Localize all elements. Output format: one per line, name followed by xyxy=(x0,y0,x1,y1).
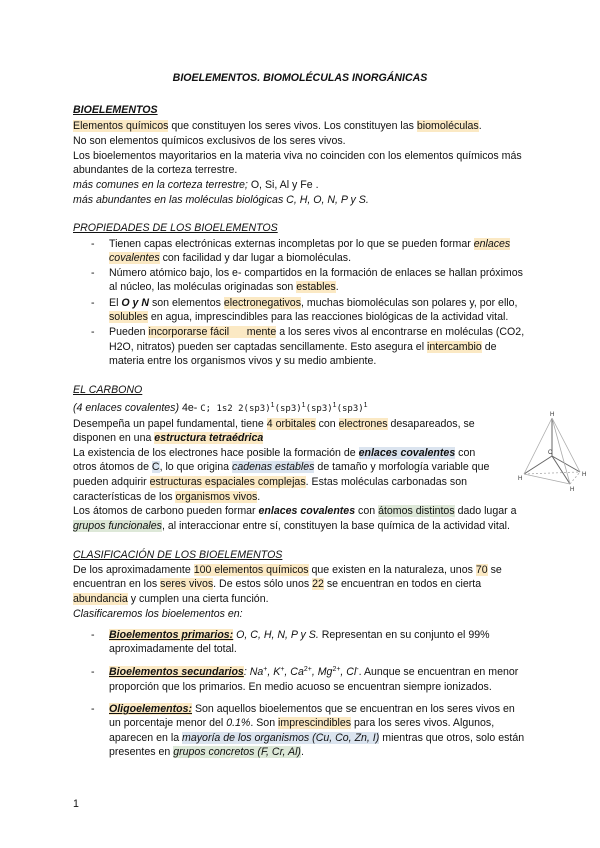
text: encuentran en los xyxy=(73,578,161,590)
superscript: 1 xyxy=(332,402,337,409)
paragraph-line xyxy=(73,520,510,533)
highlight-text: mayoría de los organismos xyxy=(182,732,310,744)
superscript: + xyxy=(263,666,268,673)
bullet-line xyxy=(109,341,497,354)
bullet-dash: - xyxy=(91,666,95,678)
page-title: BIOELEMENTOS. BIOMOLÉCULAS INORGÁNICAS xyxy=(172,72,428,84)
highlight-text: 100 elementos químicos xyxy=(193,564,309,576)
paragraph-line xyxy=(73,120,482,133)
carbon-label: C xyxy=(548,450,553,456)
highlight-text: biomoléculas xyxy=(416,120,479,132)
formula-line xyxy=(73,402,368,416)
edge-line xyxy=(524,474,570,484)
hydrogen-label: H xyxy=(518,476,523,482)
text: : Na xyxy=(243,666,264,678)
text: con xyxy=(315,418,339,430)
edge-line xyxy=(570,472,580,484)
highlight-text: Elementos químicos xyxy=(73,120,169,132)
text: H2O, nitratos) pueden ser captadas sencillamente. Esto asegura el xyxy=(109,341,427,353)
text: que constituyen los seres vivos. Los constituyen las xyxy=(168,120,417,132)
bond-line xyxy=(552,456,570,484)
text: C; 1s2 2(sp3) xyxy=(200,404,271,414)
section-heading-bioelementos: BIOELEMENTOS xyxy=(73,104,158,116)
section-heading-propiedades: PROPIEDADES DE LOS BIOELEMENTOS xyxy=(73,222,278,234)
text: en agua, imprescindibles para las reacciones biológicas de la actividad vital. xyxy=(147,311,509,323)
text: Desempeña un papel fundamental, tiene xyxy=(73,418,267,430)
text: disponen en una xyxy=(73,432,155,444)
text: más comunes en la corteza terrestre; xyxy=(73,179,248,191)
text: O, C, H, N, P y S. xyxy=(233,629,319,641)
highlight-text: incorporarse fácil mente xyxy=(148,326,277,338)
paragraph-line xyxy=(73,418,475,431)
text: con xyxy=(355,505,379,517)
highlight-text: 4 orbitales xyxy=(266,418,316,430)
highlight-text: enlaces covalentes xyxy=(358,447,456,459)
bullet-dash: - xyxy=(91,297,95,309)
text: . De estos sólo unos xyxy=(213,578,313,590)
bullet-line xyxy=(109,311,508,324)
bullet-line xyxy=(109,703,515,716)
tetrahedral-carbon-diagram xyxy=(512,408,592,492)
text: El xyxy=(109,297,122,309)
bullet-line: aproximadamente del total. xyxy=(109,643,237,655)
text: mientras que otros, solo están xyxy=(379,732,525,744)
highlight-text: Bioelementos secundarios xyxy=(109,666,244,678)
highlight-text: 70 xyxy=(475,564,488,576)
paragraph-line xyxy=(73,578,481,591)
text: para los seres vivos. Algunos, xyxy=(351,717,495,729)
superscript: + xyxy=(280,666,285,673)
text: a los seres vivos al encontrarse en moléculas (CO2, xyxy=(276,326,525,338)
text: . xyxy=(335,281,339,293)
text: , K xyxy=(267,666,281,678)
highlight-text: grupos funcionales xyxy=(73,520,162,532)
highlight-text: electronegativos xyxy=(223,297,301,309)
superscript: - xyxy=(356,666,359,673)
text: 4e- xyxy=(179,402,201,414)
superscript: 2+ xyxy=(332,666,341,673)
highlight-text: imprescindibles xyxy=(278,717,352,729)
text: De los aproximadamente xyxy=(73,564,194,576)
bullet-line xyxy=(109,666,518,679)
text: características de los xyxy=(73,491,176,503)
text: son elementos xyxy=(149,297,224,309)
text: y cumplen una cierta función. xyxy=(127,593,269,605)
text: 0.1% xyxy=(226,717,251,729)
paragraph-line xyxy=(73,432,263,445)
text: Representan en su conjunto el 99% xyxy=(318,629,490,641)
text: (sp3) xyxy=(274,404,302,414)
text: de xyxy=(481,341,497,353)
page-number: 1 xyxy=(73,798,79,810)
edge-line xyxy=(524,472,580,474)
text: O y N xyxy=(121,297,150,309)
paragraph-line: más abundantes en las moléculas biológicas C, H, O, N, P y S. xyxy=(73,194,369,206)
text: (4 enlaces covalentes) xyxy=(73,402,179,414)
text: O, Si, Al y Fe . xyxy=(247,179,319,191)
highlight-text: solubles xyxy=(109,311,148,323)
hydrogen-label: H xyxy=(570,487,575,492)
bullet-line xyxy=(109,252,351,265)
text: otros átomos de xyxy=(73,461,152,473)
text: (sp3) xyxy=(336,404,364,414)
text: se encuentran en todos en cierta xyxy=(323,578,482,590)
paragraph-line: abundantes de la corteza terrestre. xyxy=(73,164,238,176)
text: (sp3) xyxy=(305,404,333,414)
highlight-text: seres vivos xyxy=(160,578,214,590)
text: un porcentaje menor del xyxy=(109,717,227,729)
paragraph-line xyxy=(73,564,502,577)
text: , Cl xyxy=(340,666,357,678)
paragraph-line xyxy=(73,491,260,504)
edge-line xyxy=(524,418,552,474)
highlight-text: estructuras espaciales complejas xyxy=(149,476,306,488)
text: , Ca xyxy=(284,666,304,678)
text: con xyxy=(455,447,476,459)
text: Son aquellos bioelementos que se encuentran en los seres vivos en xyxy=(192,703,515,715)
text: , muchas biomoléculas son polares y, por ello, xyxy=(301,297,518,309)
highlight-text: Oligoelementos: xyxy=(109,703,192,715)
bullet-line xyxy=(109,326,524,339)
bullet-line xyxy=(109,746,304,759)
highlight-text: estructura tetraédrica xyxy=(154,432,264,444)
bullet-line: proporción que los primarios. En medio acuoso se encuentran siempre ionizados. xyxy=(109,681,492,693)
text: , al interaccionar entre sí, constituyen la base química de la actividad vital. xyxy=(161,520,510,532)
bullet-line xyxy=(109,717,494,730)
highlight-text: cadenas estables xyxy=(232,461,315,473)
paragraph-line: Clasificaremos los bioelementos en: xyxy=(73,608,243,620)
hydrogen-label: H xyxy=(582,472,587,478)
text: presentes en xyxy=(109,746,174,758)
superscript: 1 xyxy=(270,402,275,409)
text: al núcleo, las moléculas originadas son xyxy=(109,281,297,293)
text: Los átomos de carbono pueden formar xyxy=(73,505,259,517)
superscript: 2+ xyxy=(303,666,312,673)
highlight-text: organismos vivos xyxy=(175,491,258,503)
section-heading-clasificacion: CLASIFICACIÓN DE LOS BIOELEMENTOS xyxy=(73,549,283,561)
text: , Mg xyxy=(311,666,333,678)
text: , lo que origina xyxy=(159,461,233,473)
bullet-line xyxy=(109,238,510,251)
bullet-line xyxy=(109,281,339,294)
highlight-text: Bioelementos primarios: xyxy=(109,629,234,641)
text: pueden adquirir xyxy=(73,476,150,488)
text: . xyxy=(300,746,304,758)
text: . Son xyxy=(250,717,279,729)
paragraph-line: No son elementos químicos exclusivos de los seres vivos. xyxy=(73,135,346,147)
paragraph-line xyxy=(73,179,319,192)
edge-line xyxy=(552,418,570,484)
highlight-text: abundancia xyxy=(73,593,128,605)
bullet-dash: - xyxy=(91,267,95,279)
section-heading-carbono: EL CARBONO xyxy=(73,384,143,396)
highlight-text: electrones xyxy=(338,418,388,430)
text: La existencia de los electrones hace posible la formación de xyxy=(73,447,359,459)
highlight-text: átomos distintos xyxy=(378,505,455,517)
paragraph-line xyxy=(73,505,516,518)
text: dado lugar a xyxy=(454,505,517,517)
paragraph-line xyxy=(73,461,489,474)
text: Pueden xyxy=(109,326,149,338)
text: . Aunque se encuentran en menor xyxy=(358,666,519,678)
text: desapareados, se xyxy=(387,418,475,430)
bullet-line: Número atómico bajo, los e- compartidos en la formación de enlaces se hallan próximos xyxy=(109,267,523,279)
text: se xyxy=(487,564,502,576)
highlight-text: estables xyxy=(296,281,336,293)
paragraph-line xyxy=(73,447,475,460)
bullet-dash: - xyxy=(91,326,95,338)
bullet-line xyxy=(109,297,518,310)
paragraph-line: Los bioelementos mayoritarios en la materia viva no coinciden con los elementos químicos más xyxy=(73,150,522,162)
highlight-text: enlaces xyxy=(473,238,511,250)
text: enlaces covalentes xyxy=(258,505,356,517)
superscript: 1 xyxy=(301,402,306,409)
paragraph-line xyxy=(73,476,467,489)
text: Tienen capas electrónicas externas incompletas por lo que se pueden formar xyxy=(109,238,474,250)
paragraph-line xyxy=(73,593,269,606)
text: aparecen en la xyxy=(109,732,183,744)
text: . xyxy=(478,120,482,132)
bullet-dash: - xyxy=(91,629,95,641)
text: de tamaño y morfología variable que xyxy=(314,461,490,473)
highlight-text: grupos concretos (F, Cr, Al) xyxy=(173,746,301,758)
bullet-line xyxy=(109,629,490,642)
highlight-text: intercambio xyxy=(427,341,482,353)
text: . xyxy=(257,491,261,503)
bullet-dash: - xyxy=(91,703,95,715)
hydrogen-label: H xyxy=(550,412,555,418)
bullet-line xyxy=(109,732,524,745)
highlight-text: (Cu, Co, Zn, I) xyxy=(309,732,380,744)
bullet-line: materia entre los organismos vivos y su medio ambiente. xyxy=(109,355,377,367)
highlight-text: covalentes xyxy=(109,252,160,264)
highlight-text: C xyxy=(151,461,160,473)
text: con facilidad y dar lugar a biomoléculas. xyxy=(159,252,352,264)
superscript: 1 xyxy=(363,402,368,409)
highlight-text: 22 xyxy=(312,578,324,590)
text: . Estas moléculas carbonadas son xyxy=(305,476,467,488)
text: que existen en la naturaleza, unos xyxy=(308,564,476,576)
bullet-dash: - xyxy=(91,238,95,250)
